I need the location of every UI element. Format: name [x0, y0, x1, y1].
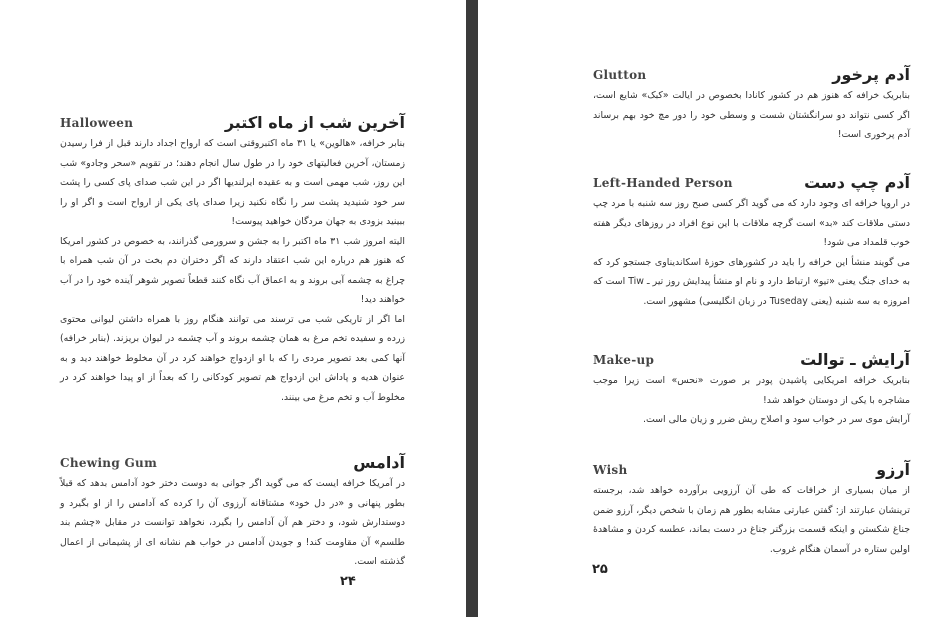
paragraph: الیته امروز شب ۳۱ ماه اکتبر را به جشن و سرورمی گذرانند، به خصوص در کشور امریکا که هنوز هم درباره این شب اعتقاد دارند که اگر دختران دم بخت در آن شب همراه با چراغ به چشمه آبی بروند و به اعماق آب نگاه کنند قطعاً تصویر شوهر آینده خود را در آب خواهند دید!	[60, 235, 405, 305]
english-title: Halloween	[60, 116, 134, 130]
entry-body	[593, 86, 910, 145]
english-title: Make-up	[593, 353, 655, 367]
paragraph: بنابریک خرافه که هنوز هم در کشور کانادا بخصوص در ایالت «کبک» شایع است، اگر کسی نتواند دو سرانگشتان شست و وسطی خود را دور مچ خود بهم برساند آدم پرخوری است!	[593, 90, 910, 140]
page-number: ۲۴	[340, 574, 356, 589]
entry-glutton	[593, 60, 910, 145]
paragraph: اما اگر از تاریکی شب می ترسند می توانند هنگام روز با همراه داشتن لیوانی محتوی زرده و سفیده تخم مرغ به همان چشمه بروند و آب چشمه در لیوان بریزند. (بنابر خرافه) آنها کمی بعد تصویر مردی را که با او ازدواج خواهند کرد در آن مخلوط خواهند دید و به عنوان هدیه و پاداش این ازدواج هم تصویر کودکانی را که بعداً از او پیدا خواهند کرد در مخلوط آب و تخم مرغ می بینند.	[60, 313, 405, 403]
english-title: Left-Handed Person	[593, 176, 733, 190]
entry-body	[60, 474, 405, 572]
entry-heading	[593, 60, 910, 86]
entry-wish	[593, 455, 910, 559]
paragraph: در آمریکا خرافه ایست که می گوید اگر جوانی به دوست دختر خود آدامس بدهد که قبلاً بطور پنهانی و «در دل خود» مشتاقانه آرزوی آن را کرده که آدامس را از او بگیرد و دوستدارش شود، و دختر هم آن آدامس را بگیرد، نخواهد توانست در مقابل «چشم بند طلسم» آن مقاومت کند! و جویدن آدامس در خواب هم نشانه ای از پشیمانی از اعمال گذشته است.	[60, 478, 405, 567]
persian-title: آرایش ـ توالت	[800, 350, 910, 369]
entry-heading	[60, 108, 405, 134]
entry-body	[60, 134, 405, 407]
english-title: Chewing Gum	[60, 456, 158, 470]
entry-make-up	[593, 345, 910, 430]
entry-body	[593, 371, 910, 430]
left-page	[0, 0, 466, 617]
entry-left-handed	[593, 168, 910, 311]
english-title: Glutton	[593, 68, 647, 82]
entry-heading	[593, 168, 910, 194]
persian-title: آخرین شب از ماه اکتبر	[224, 113, 405, 132]
paragraph: در اروپا خرافه ای وجود دارد که می گوید اگر کسی صبح روز سه شنبه با مرد چپ دستی ملاقات کند «بد» است گرچه ملاقات با این نوع افراد در روزهای دیگر هفته خوب قلمداد می شود!	[593, 198, 910, 248]
english-title: Wish	[593, 463, 628, 477]
right-page	[478, 0, 946, 617]
persian-title: آدامس	[353, 453, 405, 472]
persian-title: آدم چپ دست	[804, 173, 910, 192]
persian-title: آدم پرخور	[832, 65, 910, 84]
entry-halloween	[60, 108, 405, 407]
persian-title: آرزو	[876, 460, 910, 479]
page-number: ۲۵	[592, 562, 608, 577]
book-spine	[466, 0, 478, 617]
entry-heading	[60, 448, 405, 474]
paragraph: از میان بسیاری از خرافات که طی آن آرزویی برآورده خواهد شد، برجسته ترینشان عبارتند از: گفتن عبارتی مشابه بطور هم زمان با شخص دیگر، آرزو ضمن جناغ شکستن و اینکه قسمت بزرگتر جناغ در دست بماند، عطسه کردن و مشاهدهٔ اولین ستاره در آسمان هنگام غروب.	[593, 485, 910, 555]
entry-body	[593, 481, 910, 559]
paragraph: آرایش موی سر در خواب سود و اصلاح ریش ضرر و زیان مالی است.	[643, 414, 910, 425]
entry-heading	[593, 455, 910, 481]
entry-heading	[593, 345, 910, 371]
entry-body	[593, 194, 910, 311]
entry-chewing-gum	[60, 448, 405, 572]
paragraph: می گویند منشأ این خرافه را باید در کشورهای حوزهٔ اسکاندیناوی جستجو کرد که به خدای جنگ یعنی «تیو» ارتباط دارد و نام او منشأ پیدایش روز تیر ـ Tiw است که امروزه به سه شنبه (یعنی Tuseday در زبان انگلیسی) مشهور است.	[593, 256, 910, 307]
paragraph: بنابریک خرافه امریکایی پاشیدن پودر بر صورت «نحس» است زیرا موجب مشاجره با یکی از دوستان خواهد شد!	[593, 375, 910, 406]
paragraph: بنابر خرافه، «هالوین» یا ۳۱ ماه اکتبروقتی است که ارواح اجداد دارند قبل از فرا رسیدن زمستان، آخرین فعالیتهای خود را در طول سال انجام دهند؛ در تقویم «سحر وجادو» شب این روز، شب مهمی است و به عقیده ایرلندیها اگر در این شب صدای پای کسی را پشت سر خود شنیدید پشت سر را نگاه نکنید زیرا صدای پای یکی از ارواح است و اگر او را ببینید بزودی به جهان مردگان خواهید پیوست!	[60, 138, 405, 227]
